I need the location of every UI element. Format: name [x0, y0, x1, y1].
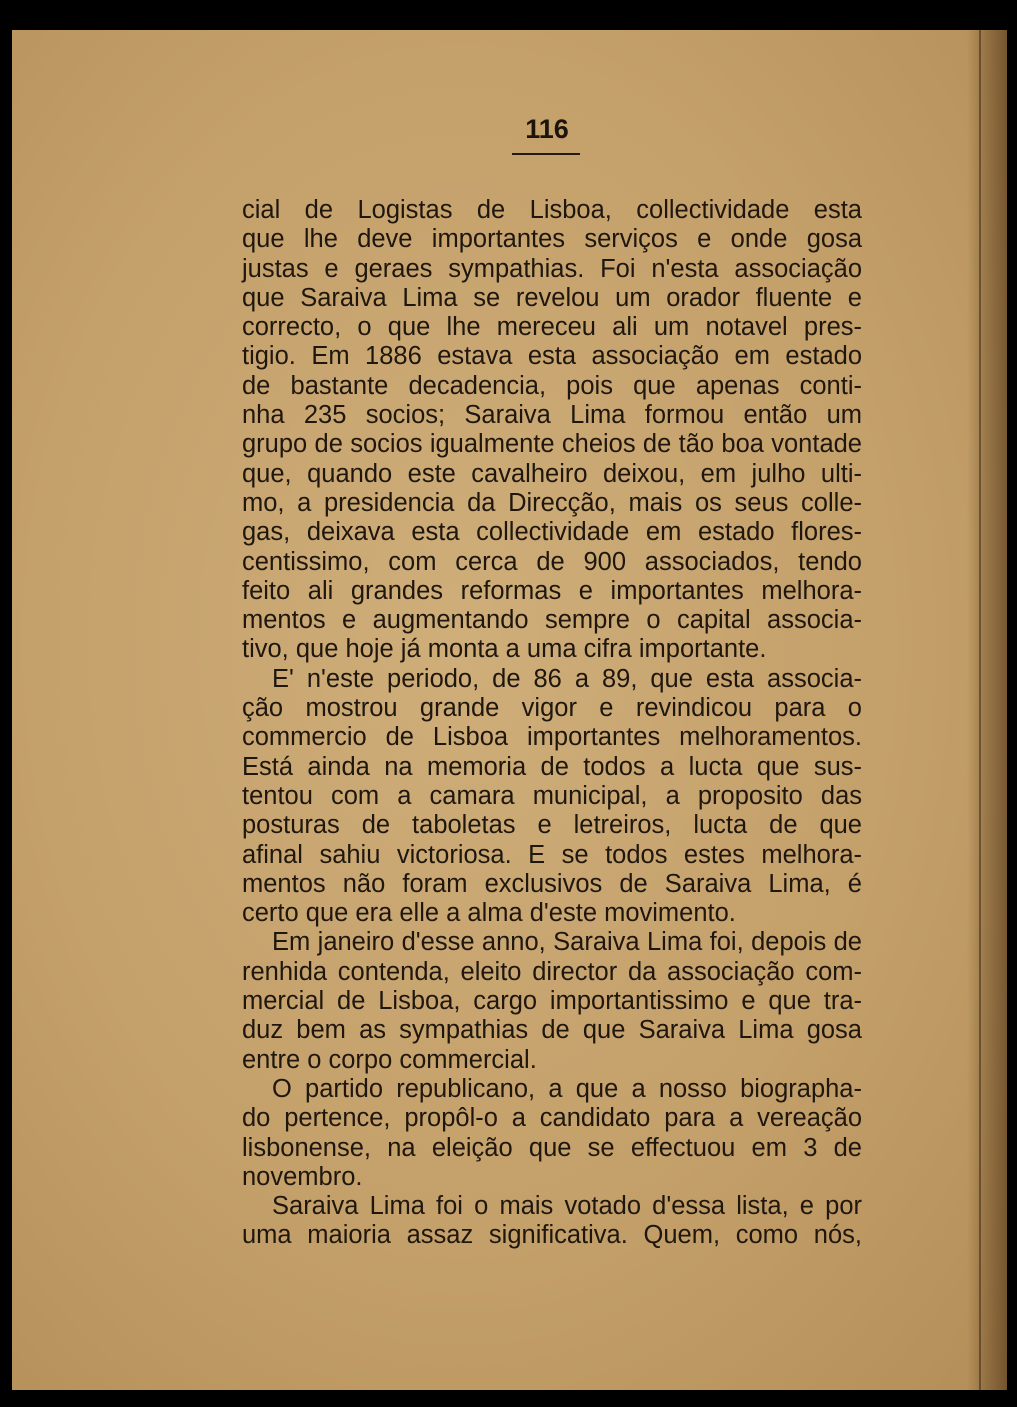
text-line: grupo de socios igualmente cheios de tão boa vontade — [242, 430, 862, 459]
text-line: E' n'este periodo, de 86 a 89, que esta associa- — [272, 664, 862, 693]
text-line: O partido republicano, a que a nosso biographa- — [272, 1074, 862, 1103]
text-line: entre o corpo commercial. — [242, 1045, 537, 1074]
text-line: mercial de Lisboa, cargo importantissimo e que tra- — [242, 987, 862, 1016]
header-rule — [512, 153, 580, 155]
text-line: certo que era elle a alma d'este movimento. — [242, 899, 736, 928]
text-line: commercio de Lisboa importantes melhoramentos. — [242, 723, 862, 752]
text-line: tentou com a camara municipal, a proposito das — [242, 781, 862, 810]
text-line: cial de Logistas de Lisboa, collectividade esta — [242, 196, 862, 224]
text-line: mentos e augmentando sempre o capital associa- — [242, 606, 862, 635]
text-line: lisbonense, na eleição que se effectuou em 3 de — [242, 1133, 862, 1162]
text-line: centissimo, com cerca de 900 associados, tendo — [242, 547, 862, 576]
text-line: duz bem as sympathias de que Saraiva Lima gosa — [242, 1016, 862, 1045]
page-fold-line — [979, 30, 981, 1390]
text-line: novembro. — [242, 1162, 363, 1191]
text-line: correcto, o que lhe mereceu ali um notavel pres- — [242, 313, 862, 342]
body-text — [242, 196, 862, 1251]
text-line: justas e geraes sympathias. Foi n'esta associação — [242, 254, 862, 283]
text-line: Em janeiro d'esse anno, Saraiva Lima foi, depois de — [272, 928, 862, 957]
text-line: Saraiva Lima foi o mais votado d'essa lista, e por — [272, 1192, 862, 1221]
text-line: mo, a presidencia da Direcção, mais os seus colle- — [242, 488, 862, 517]
text-line: Está ainda na memoria de todos a lucta que sus- — [242, 752, 862, 781]
page-number: 116 — [525, 114, 569, 144]
text-line: de bastante decadencia, pois que apenas conti- — [242, 371, 862, 400]
text-line: do pertence, propôl-o a candidato para a vereação — [242, 1104, 862, 1133]
text-line: posturas de taboletas e letreiros, lucta de que — [242, 811, 862, 840]
text-line: afinal sahiu victoriosa. E se todos estes melhora- — [242, 840, 862, 869]
text-line: tigio. Em 1886 estava esta associação em estado — [242, 342, 862, 371]
text-line: que, quando este cavalheiro deixou, em julho ulti- — [242, 459, 862, 488]
text-line: renhida contenda, eleito director da associação com- — [242, 957, 862, 986]
text-line: gas, deixava esta collectividade em estado flores- — [242, 518, 862, 547]
text-line: ção mostrou grande vigor e revindicou para o — [242, 694, 862, 723]
text-line: que lhe deve importantes serviços e onde gosa — [242, 225, 862, 254]
text-line: uma maioria assaz significativa. Quem, como nós, — [242, 1221, 862, 1250]
text-line: nha 235 socios; Saraiva Lima formou então um — [242, 401, 862, 430]
text-line: tivo, que hoje já monta a uma cifra importante. — [242, 635, 767, 664]
text-line: que Saraiva Lima se revelou um orador fluente e — [242, 283, 862, 312]
book-page — [12, 30, 1007, 1390]
page-fold-shadow — [967, 30, 1007, 1390]
text-line: feito ali grandes reformas e importantes melhora- — [242, 576, 862, 605]
text-line: mentos não foram exclusivos de Saraiva Lima, é — [242, 869, 862, 898]
